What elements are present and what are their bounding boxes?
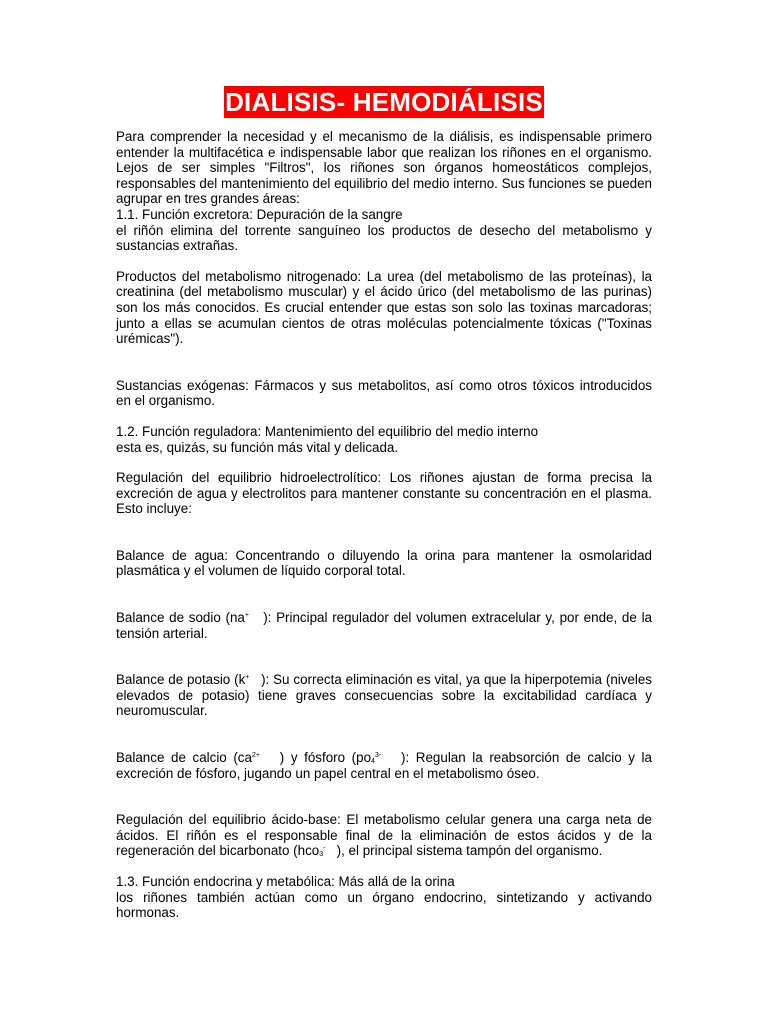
nitrogen-text: Productos del metabolismo nitrogenado: La urea (del metabolismo de las proteínas), la creatinina (del metabolismo muscular) y el ácido úrico (del metabolismo de las purinas) son los más conocidos. Es crucial entender que estas son solo las toxinas marcadoras; junto a ellas se acumulan cientos de otras moléculas potencialmente tóxicas ("Toxinas urémicas"). xyxy=(116,268,652,347)
calcium-paragraph xyxy=(116,750,652,781)
potassium-paragraph xyxy=(116,672,652,719)
potassium-text-post: ): Su correcta eliminación es vital, ya que la hiperpotemia (niveles elevados de potasio) tiene graves consecuencias sobre la excitabilidad cardíaca y neuromuscular. xyxy=(116,672,652,719)
phosphate-charge: 3- xyxy=(374,752,382,760)
title-container xyxy=(0,86,768,118)
hydro-paragraph xyxy=(116,470,652,517)
calcium-charge: 2+ xyxy=(251,752,260,760)
sodium-text-post: ): Principal regulador del volumen extracelular y, por ende, de la tensión arterial. xyxy=(116,610,652,641)
section-1-heading: 1.1. Función excretora: Depuración de la sangre xyxy=(116,206,403,222)
potassium-charge: + xyxy=(245,674,250,682)
intro-text: Para comprender la necesidad y el mecanismo de la diálisis, es indispensable primero entender la multifacética e indispensable labor que realizan los riñones en el organismo. Lejos de ser simples "Filtros", los riñones son órganos homeostáticos complejos, responsables del mantenimiento del equilibrio del medio interno. Sus funciones se pueden agrupar en tres grandes áreas: xyxy=(116,129,652,207)
water-text: Balance de agua: Concentrando o diluyendo la orina para mantener la osmolaridad plasmática y el volumen de líquido corporal total. xyxy=(116,547,652,579)
calcium-text-post: ): Regulan la reabsorción de calcio y la excreción de fósforo, jugando un papel central en el metabolismo óseo. xyxy=(116,750,652,781)
phosphate-subscript: 4 xyxy=(371,758,375,766)
section-1-text: el riñón elimina del torrente sanguíneo los productos de desecho del metabolismo y sustancias extrañas. xyxy=(116,222,652,254)
exogenous-text: Sustancias exógenas: Fármacos y sus metabolitos, así como otros tóxicos introducidos en el organismo. xyxy=(116,377,652,409)
section-3-heading: 1.3. Función endocrina y metabólica: Más allá de la orina xyxy=(116,874,455,889)
sodium-charge: + xyxy=(244,612,249,620)
acid-base-text-pre: Regulación del equilibrio ácido-base: El metabolismo celular genera una carga neta de ácidos. El riñón es el responsable final de la eliminación de estos ácidos y de la regeneración del bicarbonato (hco xyxy=(116,812,652,859)
exogenous-paragraph xyxy=(116,378,652,409)
potassium-text-pre: Balance de potasio (k xyxy=(116,672,246,688)
calcium-text-pre: Balance de calcio (ca xyxy=(116,750,252,766)
section-3-paragraph xyxy=(116,874,652,921)
sodium-text-pre: Balance de sodio (na xyxy=(116,610,245,626)
acid-base-text-post: ), el principal sistema tampón del organismo. xyxy=(336,843,603,859)
section-3-text: los riñones también actúan como un órgano endocrino, sintetizando y activando hormonas. xyxy=(116,889,652,921)
calcium-text-mid: ) y fósforo (po xyxy=(279,750,372,766)
document-title: DIALISIS- HEMODIÁLISIS xyxy=(225,87,543,117)
section-2-heading: 1.2. Función reguladora: Mantenimiento del equilibrio del medio interno xyxy=(116,423,539,439)
acid-base-paragraph xyxy=(116,812,652,859)
intro-paragraph xyxy=(116,129,652,254)
section-2-paragraph xyxy=(116,424,652,455)
document-body xyxy=(116,129,652,921)
nitrogen-paragraph xyxy=(116,269,652,347)
sodium-paragraph xyxy=(116,610,652,641)
water-paragraph xyxy=(116,548,652,579)
bicarbonate-charge: - xyxy=(323,845,326,853)
bicarbonate-subscript: 3 xyxy=(319,851,324,859)
hydro-text: Regulación del equilibrio hidroelectrolítico: Los riñones ajustan de forma precisa la excreción de agua y electrolitos para mantener constante su concentración en el plasma. Esto incluye: xyxy=(116,470,652,517)
section-2-text: esta es, quizás, su función más vital y delicada. xyxy=(116,439,399,455)
